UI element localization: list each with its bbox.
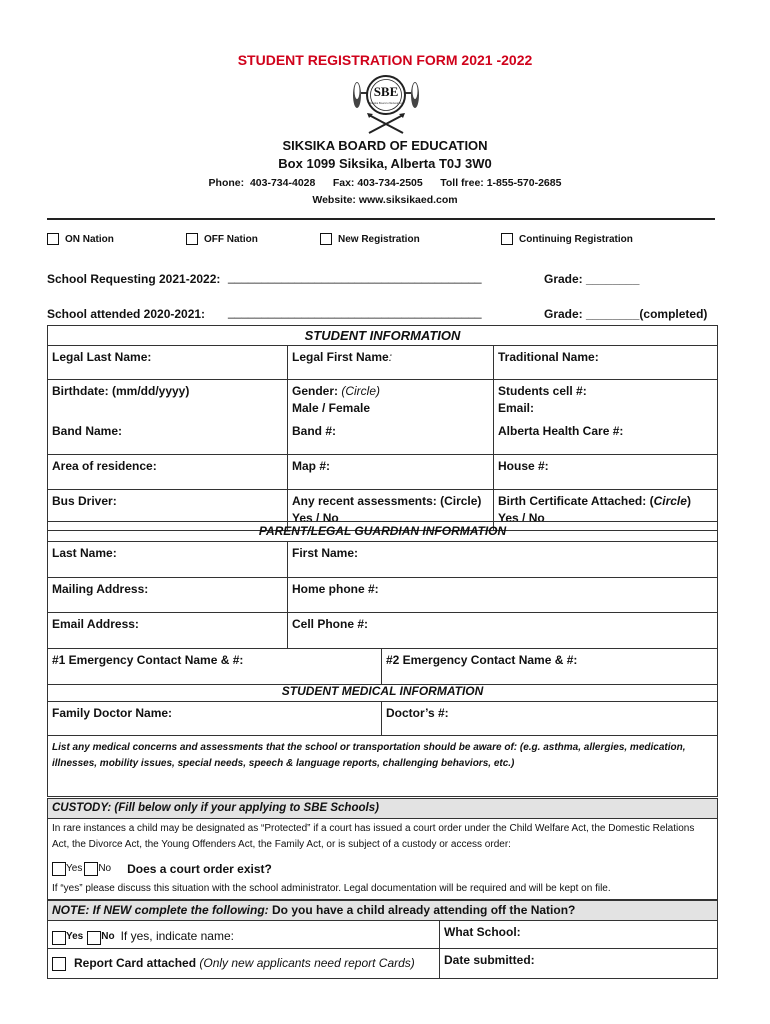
right-feather-icon bbox=[411, 82, 419, 108]
home-phone-field[interactable]: Home phone #: bbox=[288, 578, 718, 613]
guardian-info-heading: PARENT/LEGAL GUARDIAN INFORMATION bbox=[48, 522, 718, 542]
grade-completed-label[interactable]: Grade: ________(completed) bbox=[544, 307, 708, 321]
option-continuing-registration[interactable] bbox=[501, 233, 633, 245]
birthdate-field[interactable]: Birthdate: (mm/dd/yyyy) bbox=[48, 380, 288, 421]
emergency-contact-1-field[interactable]: #1 Emergency Contact Name & #: bbox=[48, 649, 382, 685]
doctors-number-field[interactable]: Doctor’s #: bbox=[382, 702, 718, 736]
legal-first-name-field[interactable]: Legal First Name: bbox=[288, 346, 494, 380]
checkbox-icon[interactable] bbox=[501, 233, 513, 245]
traditional-name-field[interactable]: Traditional Name: bbox=[494, 346, 718, 380]
court-order-no-checkbox[interactable] bbox=[84, 862, 98, 876]
no-label: No bbox=[98, 863, 112, 874]
org-contacts: Phone: 403-734-4028 Fax: 403-734-2505 Toll free: 1-855-570-2685 bbox=[208, 177, 562, 189]
new-students-heading: NOTE: If NEW complete the following: Do you have a child already attending off the Nation? bbox=[48, 901, 718, 921]
court-order-row bbox=[52, 861, 713, 877]
guardian-email-field[interactable]: Email Address: bbox=[48, 613, 288, 649]
crossed-arrows-icon bbox=[367, 113, 405, 133]
header-divider bbox=[47, 218, 715, 220]
checkbox-icon[interactable] bbox=[47, 233, 59, 245]
mailing-address-field[interactable]: Mailing Address: bbox=[48, 578, 288, 613]
org-name: SIKSIKA BOARD OF EDUCATION bbox=[282, 138, 488, 153]
form-title: STUDENT REGISTRATION FORM 2021 -2022 bbox=[237, 52, 533, 68]
date-submitted-field[interactable]: Date submitted: bbox=[440, 949, 718, 979]
option-label: OFF Nation bbox=[204, 234, 258, 245]
guardian-last-name-field[interactable]: Last Name: bbox=[48, 542, 288, 578]
option-label: New Registration bbox=[338, 234, 420, 245]
custody-table bbox=[47, 798, 718, 900]
guardian-first-name-field[interactable]: First Name: bbox=[288, 542, 718, 578]
bus-driver-field[interactable]: Bus Driver: bbox=[48, 489, 288, 530]
band-name-field[interactable]: Band Name: bbox=[48, 420, 288, 454]
custody-explanation: In rare instances a child may be designated as “Protected” if a court has issued a court order under the Child Welfare Act, the Domestic Relations Act, the Divorce Act, the Young Offenders Act, the Family Act, or is subject of a custody or access order: bbox=[52, 823, 695, 850]
indicate-name-label[interactable]: If yes, indicate name: bbox=[120, 929, 234, 943]
medical-info-heading: STUDENT MEDICAL INFORMATION bbox=[48, 682, 718, 702]
checkbox-icon[interactable] bbox=[186, 233, 198, 245]
grade-requesting-label[interactable]: Grade: ________ bbox=[544, 272, 640, 286]
guardian-information-table bbox=[47, 521, 718, 685]
option-new-registration[interactable] bbox=[320, 233, 420, 245]
student-information-table bbox=[47, 325, 718, 531]
report-card-checkbox[interactable] bbox=[52, 957, 66, 971]
sibling-attending-row bbox=[48, 921, 440, 949]
school-requesting-label: School Requesting 2021-2022: bbox=[47, 272, 221, 286]
sibling-yes-checkbox[interactable] bbox=[52, 931, 66, 945]
students-cell-field[interactable]: Students cell #: Email: bbox=[494, 380, 718, 421]
logo-subtext: Siksika Board of Education bbox=[369, 101, 403, 105]
gender-field[interactable]: Gender: (Circle) Male / Female bbox=[288, 380, 494, 421]
logo-text: SBE bbox=[373, 84, 399, 99]
report-card-note: (Only new applicants need report Cards) bbox=[199, 956, 415, 970]
report-card-label: Report Card attached bbox=[74, 956, 200, 970]
custody-heading: CUSTODY: (Fill below only if your applying to SBE Schools) bbox=[48, 799, 718, 819]
option-label: ON Nation bbox=[65, 234, 114, 245]
family-doctor-field[interactable]: Family Doctor Name: bbox=[48, 702, 382, 736]
student-info-heading: STUDENT INFORMATION bbox=[48, 326, 718, 346]
medical-concerns-field[interactable]: List any medical concerns and assessments that the school or transportation should be aware of: (e.g. asthma, allergies, medication, illnesses, mobility issues, special needs, speech & language reports, challenging behaviors, etc.) bbox=[48, 736, 718, 797]
checkbox-icon[interactable] bbox=[320, 233, 332, 245]
custody-note: If “yes” please discuss this situation with the school administrator. Legal documentation will be required and will be kept on file. bbox=[52, 883, 611, 894]
assessments-field[interactable]: Any recent assessments: (Circle) Yes / No bbox=[288, 489, 494, 530]
school-requesting-line[interactable]: ______________________________________ bbox=[228, 270, 482, 284]
court-order-question: Does a court order exist? bbox=[127, 862, 272, 876]
report-card-row bbox=[48, 949, 440, 979]
org-address: Box 1099 Siksika, Alberta T0J 3W0 bbox=[278, 156, 492, 171]
legal-last-name-field[interactable]: Legal Last Name: bbox=[48, 346, 288, 380]
map-number-field[interactable]: Map #: bbox=[288, 454, 494, 489]
custody-section bbox=[48, 819, 718, 900]
sbe-logo bbox=[343, 73, 429, 137]
house-number-field[interactable]: House #: bbox=[494, 454, 718, 489]
org-website: Website: www.siksikaed.com bbox=[312, 194, 458, 206]
birth-certificate-field[interactable]: Birth Certificate Attached: (Circle) Yes / No bbox=[494, 489, 718, 530]
court-order-yes-checkbox[interactable] bbox=[52, 862, 66, 876]
yes-label: Yes bbox=[66, 863, 83, 874]
band-number-field[interactable]: Band #: bbox=[288, 420, 494, 454]
school-attended-line[interactable]: ______________________________________ bbox=[228, 305, 482, 319]
new-students-table bbox=[47, 900, 718, 979]
option-off-nation[interactable] bbox=[186, 233, 258, 245]
option-label: Continuing Registration bbox=[519, 234, 633, 245]
emergency-contact-2-field[interactable]: #2 Emergency Contact Name & #: bbox=[382, 649, 718, 685]
no-label: No bbox=[101, 931, 115, 942]
left-feather-icon bbox=[353, 82, 361, 108]
medical-information-table bbox=[47, 682, 718, 797]
area-of-residence-field[interactable]: Area of residence: bbox=[48, 454, 288, 489]
option-on-nation[interactable] bbox=[47, 233, 114, 245]
health-care-field[interactable]: Alberta Health Care #: bbox=[494, 420, 718, 454]
yes-label: Yes bbox=[66, 931, 84, 942]
guardian-cell-phone-field[interactable]: Cell Phone #: bbox=[288, 613, 718, 649]
sibling-no-checkbox[interactable] bbox=[87, 931, 101, 945]
what-school-field[interactable]: What School: bbox=[440, 921, 718, 949]
school-attended-label: School attended 2020-2021: bbox=[47, 307, 206, 321]
